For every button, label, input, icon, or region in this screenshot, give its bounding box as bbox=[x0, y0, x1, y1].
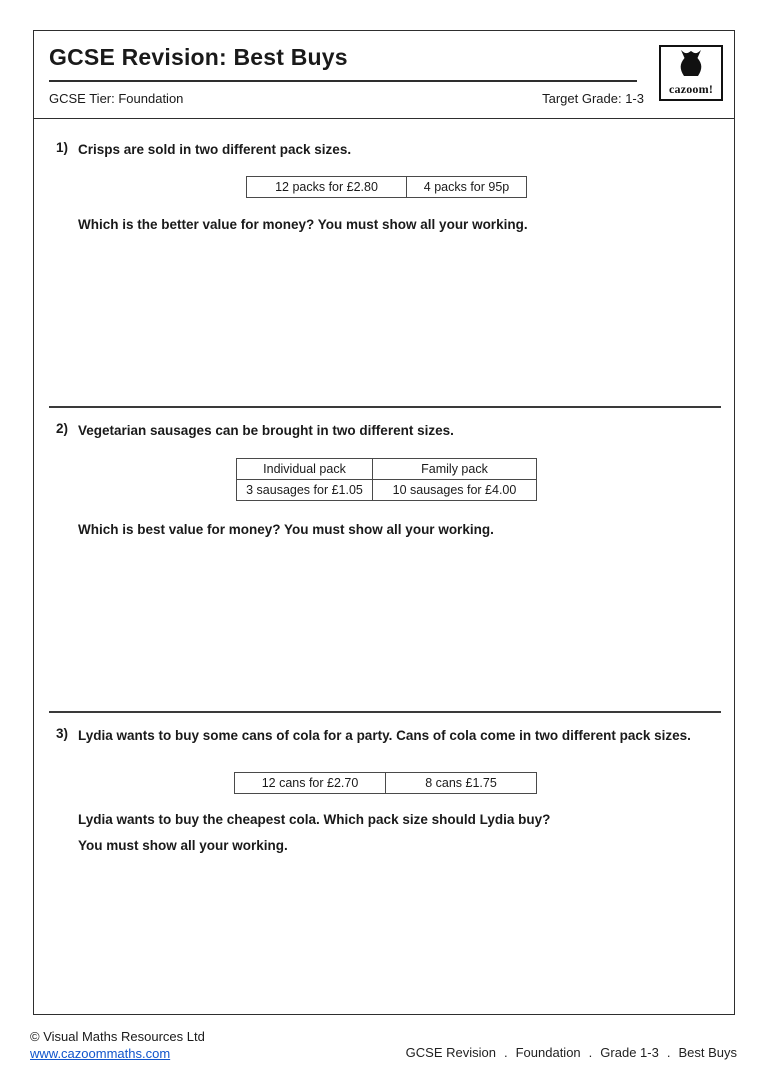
breadcrumb-item: Best Buys bbox=[678, 1045, 737, 1060]
table-row bbox=[247, 177, 527, 198]
question-2-working-prompt: Which is best value for money? You must show all your working. bbox=[78, 522, 494, 537]
cazoom-logo-text: cazoom! bbox=[668, 81, 714, 96]
cazoom-logo-icon bbox=[679, 50, 703, 81]
breadcrumb-item: GCSE Revision bbox=[405, 1045, 496, 1060]
question-1-price-table bbox=[246, 176, 527, 198]
question-2 bbox=[56, 421, 724, 441]
table-cell: Family pack bbox=[373, 459, 537, 480]
question-3-text: Lydia wants to buy some cans of cola for a party. Cans of cola come in two different pack sizes. bbox=[78, 728, 691, 743]
question-1-working-prompt: Which is the better value for money? You must show all your working. bbox=[78, 217, 528, 232]
table-cell: 3 sausages for £1.05 bbox=[237, 480, 373, 501]
table-cell: 10 sausages for £4.00 bbox=[373, 480, 537, 501]
copyright-text: © Visual Maths Resources Ltd bbox=[30, 1029, 205, 1044]
question-2-number: 2) bbox=[56, 421, 69, 436]
breadcrumb-separator: . bbox=[588, 1045, 593, 1060]
footer-breadcrumb bbox=[406, 1045, 737, 1060]
table-row bbox=[237, 480, 537, 501]
footer-left bbox=[30, 1028, 205, 1062]
question-1 bbox=[56, 140, 724, 160]
breadcrumb-item: Foundation bbox=[515, 1045, 581, 1060]
table-cell: 4 packs for 95p bbox=[407, 177, 527, 198]
question-3-number: 3) bbox=[56, 726, 69, 741]
table-cell: 12 packs for £2.80 bbox=[247, 177, 407, 198]
question-separator bbox=[49, 711, 721, 713]
header bbox=[34, 31, 734, 119]
question-3 bbox=[56, 726, 724, 746]
tier-label: GCSE Tier: Foundation bbox=[49, 91, 184, 106]
title-underline bbox=[49, 80, 637, 82]
worksheet-border bbox=[33, 30, 735, 1015]
table-header-row bbox=[237, 459, 537, 480]
question-3-prompt-line-2: You must show all your working. bbox=[78, 838, 288, 853]
question-separator bbox=[49, 406, 721, 408]
question-1-text: Crisps are sold in two different pack sizes. bbox=[78, 142, 352, 157]
table-cell: 12 cans for £2.70 bbox=[235, 773, 386, 794]
table-row bbox=[235, 773, 537, 794]
website-link[interactable]: www.cazoommaths.com bbox=[30, 1046, 171, 1061]
table-cell: 8 cans £1.75 bbox=[386, 773, 537, 794]
question-3-working-prompt bbox=[78, 810, 728, 856]
breadcrumb-separator: . bbox=[666, 1045, 671, 1060]
cazoom-logo bbox=[659, 45, 723, 101]
breadcrumb-item: Grade 1-3 bbox=[600, 1045, 659, 1060]
question-3-price-table bbox=[234, 772, 537, 794]
question-3-prompt-line-1: Lydia wants to buy the cheapest cola. Which pack size should Lydia buy? bbox=[78, 812, 551, 827]
breadcrumb-separator: . bbox=[503, 1045, 508, 1060]
question-2-text: Vegetarian sausages can be brought in two different sizes. bbox=[78, 423, 454, 438]
page-title: GCSE Revision: Best Buys bbox=[49, 44, 348, 70]
table-cell: Individual pack bbox=[237, 459, 373, 480]
question-2-price-table bbox=[236, 458, 537, 501]
target-grade-label: Target Grade: 1-3 bbox=[542, 91, 644, 106]
question-1-number: 1) bbox=[56, 140, 69, 155]
